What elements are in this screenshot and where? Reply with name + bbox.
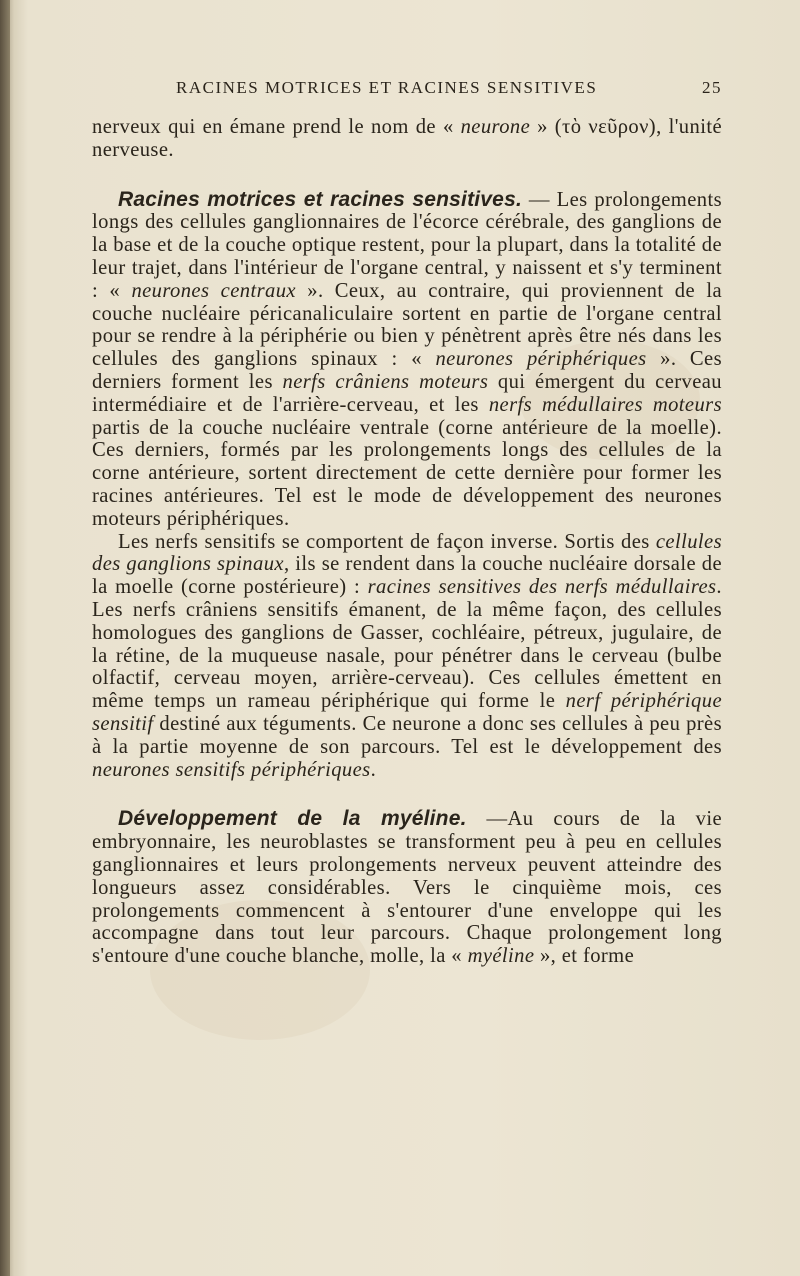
page-body [92, 116, 722, 968]
term-nerfs-craniens-moteurs: nerfs crâniens moteurs [282, 370, 489, 393]
term-neurone: neurone [460, 116, 531, 138]
term-neurones-peripheriques: neurones périphériques [435, 348, 647, 371]
page-number: 25 [702, 78, 722, 97]
text-run: ». Ces derniers forment les [92, 348, 723, 393]
term-racines-sensitives: racines sensitives des nerfs médullaires [367, 576, 717, 599]
text-run: . [370, 758, 377, 781]
text-run: destiné aux téguments. Ce neurone a donc ses cellules à peu près à la partie moyenne de son parcours. Tel est le développement des [92, 712, 722, 758]
term-neurones-sensitifs-peripheriques: neurones sensitifs périphériques [92, 758, 371, 781]
section-heading-racines: Racines motrices et racines sensitives. [118, 187, 522, 211]
term-nerf-peripherique-sensitif: nerf périphérique sensitif [92, 690, 722, 735]
paragraph-nerfs-sensitifs [92, 531, 722, 782]
text-run: — Les prolongements longs des cellules ganglionnaires de l'écorce cérébrale, des ganglions de la base et de la couche optique restent, pour la plupart, dans la totalité de leur trajet, dans l'intérieur de l'organe central, y naissent et s'y terminent : « [92, 188, 723, 302]
term-cellules-ganglions-spinaux: cellules des ganglions spinaux [92, 530, 722, 576]
section-myeline-paragraph [92, 808, 722, 968]
term-myeline: myéline [467, 945, 535, 968]
paragraph-continuation [92, 116, 722, 162]
term-neurones-centraux: neurones centraux [131, 279, 296, 302]
running-title: RACINES MOTRICES ET RACINES SENSITIVES [176, 78, 598, 97]
text-run: », et forme [534, 945, 635, 968]
text-run: » (τὸ νεῦρον), l'unité nerveuse. [92, 116, 722, 161]
text-run: Les nerfs sensitifs se comportent de façon inverse. Sortis des [118, 530, 656, 553]
text-run: . Les nerfs crâniens sensitifs émanent, de la même façon, des cellules homologues des ganglions de Gasser, cochléaire, pétreux, jugulaire, de la rétine, de la muqueuse nasale, pour pénétrer dans le cerveau (bulbe olfactif, cerveau moyen, arrière-cerveau). Ces cellules émettent en même temps un rameau périphérique qui forme le [92, 576, 722, 713]
section-heading-myeline: Développement de la myéline. [118, 807, 467, 831]
text-run: ». Ceux, au contraire, qui proviennent de la couche nucléaire péricanaliculaire sortent en partie de l'organe central pour se rendre à la périphérie ou bien y pénètrent après être nés dans les cellules des ganglions spinaux : « [92, 279, 722, 371]
text-run: partis de la couche nucléaire ventrale (corne antérieure de la moelle). Ces derniers, formés par les prolongements longs des cellules de la corne antérieure, sortent directement de cette dernière pour former les racines antérieures. Tel est le mode de développement des neurones moteurs périphériques. [92, 416, 722, 530]
text-run: —Au cours de la vie embryonnaire, les neuroblastes se transforment peu à peu en cellules ganglionnaires et leurs prolongements nerveux peuvent atteindre des longueurs assez considérables. Vers le cinquième mois, ces prolongements commencent à s'entourer d'une enveloppe qui les accompagne dans tout leur parcours. Chaque prolongement long s'entoure d'une couche blanche, molle, la « [92, 808, 722, 968]
text-run: , ils se rendent dans la couche nucléaire dorsale de la moelle (corne postérieure) : [92, 553, 723, 599]
term-nerfs-medullaires-moteurs: nerfs médullaires moteurs [488, 393, 722, 416]
text-run: qui émergent du cerveau intermédiaire et de l'arrière-cerveau, et les [92, 370, 722, 416]
section-racines-paragraph [92, 189, 722, 531]
text-run: nerveux qui en émane prend le nom de « [92, 116, 461, 138]
book-spine-shadow [0, 0, 10, 1276]
